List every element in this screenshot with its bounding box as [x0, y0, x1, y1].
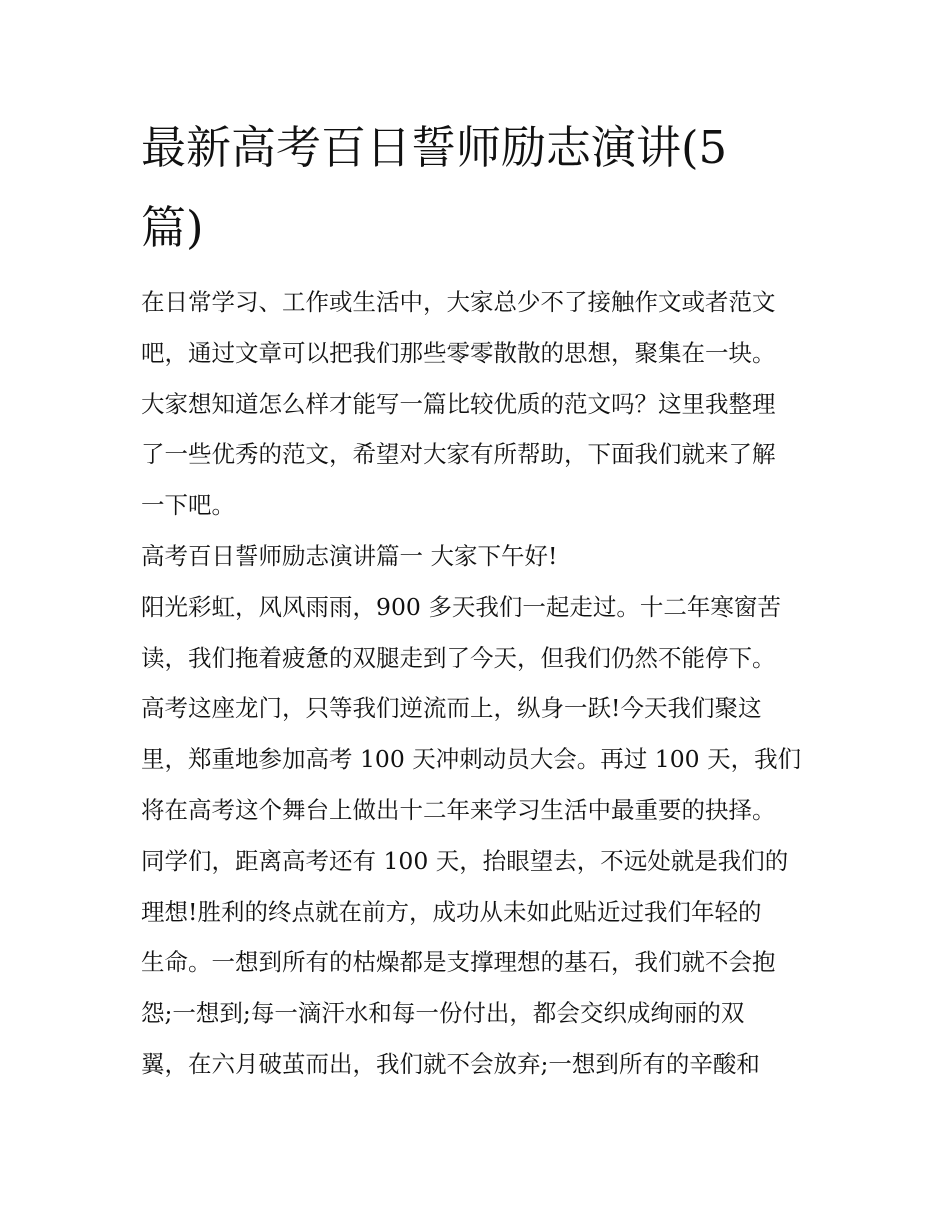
document-body: [141, 277, 821, 1090]
title-line: 最新高考百日誓师励志演讲(5: [141, 121, 728, 174]
body-line: 读，我们拖着疲惫的双腿走到了今天，但我们仍然不能停下。: [141, 643, 776, 672]
body-line: 生命。一想到所有的枯燥都是支撑理想的基石，我们就不会抱: [141, 948, 776, 977]
section-heading: 高考百日誓师励志演讲篇一 大家下午好!: [141, 541, 558, 570]
body-line: 高考这座龙门，只等我们逆流而上，纵身一跃!今天我们聚这: [141, 694, 762, 723]
body-line: 同学们，距离高考还有 100 天，抬眼望去，不远处就是我们的: [141, 846, 789, 875]
body-line: 里，郑重地参加高考 100 天冲刺动员大会。再过 100 天，我们: [141, 745, 802, 774]
title-line: 篇): [141, 201, 204, 254]
body-line: 怨;一想到;每一滴汗水和每一份付出，都会交织成绚丽的双: [141, 999, 745, 1028]
body-line: 了一些优秀的范文，希望对大家有所帮助，下面我们就来了解: [141, 440, 776, 469]
body-line: 一下吧。: [141, 491, 235, 520]
body-line: 阳光彩虹，风风雨雨，900 多天我们一起走过。十二年寒窗苦: [141, 592, 781, 621]
document-title: [141, 108, 821, 268]
body-line: 理想!胜利的终点就在前方，成功从未如此贴近过我们年轻的: [141, 897, 762, 926]
body-line: 将在高考这个舞台上做出十二年来学习生活中最重要的抉择。: [141, 795, 776, 824]
body-line: 翼，在六月破茧而出，我们就不会放弃;一想到所有的辛酸和: [141, 1049, 760, 1078]
body-line: 在日常学习、工作或生活中，大家总少不了接触作文或者范文: [141, 288, 776, 316]
body-line: 吧，通过文章可以把我们那些零零散散的思想，聚集在一块。: [141, 338, 776, 367]
body-line: 大家想知道怎么样才能写一篇比较优质的范文吗？这里我整理: [141, 389, 776, 418]
